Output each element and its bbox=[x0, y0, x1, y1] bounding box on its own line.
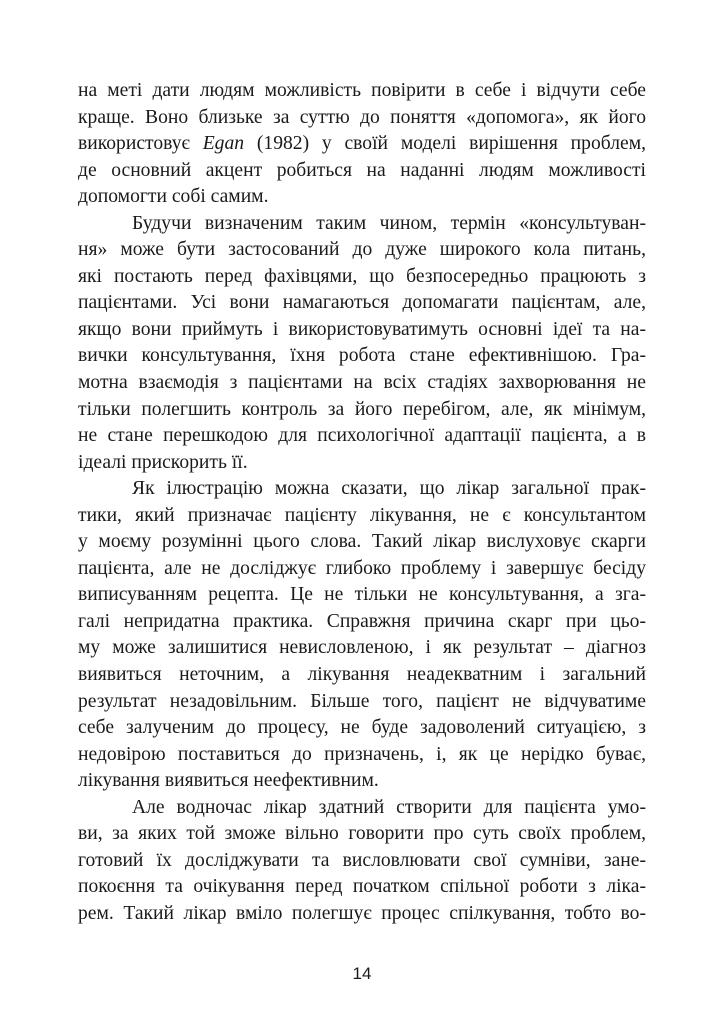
text-line: у моєму розумінні цього слова. Такий лікар вислуховує скарги bbox=[78, 531, 646, 553]
text-line: не стане перешкодою для психологічної адаптації пацієнта, а в bbox=[78, 425, 646, 447]
text-line: результат незадовільним. Більше того, пацієнт не відчуватиме bbox=[78, 690, 646, 712]
text-line: ня» може бути застосований до дуже широкого кола питань, bbox=[78, 239, 646, 261]
paragraph-4 bbox=[78, 795, 646, 928]
text-fragment: (1982) у своїй моделі вирішення проблем, bbox=[244, 133, 646, 155]
text-line: му може залишитися невисловленою, і як результат – діагноз bbox=[78, 637, 646, 659]
text-line bbox=[78, 131, 646, 158]
text-line: на меті дати людям можливість повірити в себе і відчути себе bbox=[78, 80, 646, 101]
body-text bbox=[78, 78, 646, 928]
text-line: тики, який призначає пацієнту лікування, не є консультантом bbox=[78, 504, 646, 526]
text-fragment: використовує bbox=[78, 133, 203, 155]
text-line: покоєння та очікування перед початком спільної роботи з ліка- bbox=[78, 876, 646, 898]
text-line: галі непридатна практика. Справжня причина скарг при цьо- bbox=[78, 610, 646, 632]
paragraph-2 bbox=[78, 211, 646, 476]
text-line: які постають перед фахівцями, що безпосередньо працюють з bbox=[78, 265, 646, 287]
text-line: лікування виявиться неефективним. bbox=[78, 770, 379, 792]
paragraph-3 bbox=[78, 476, 646, 795]
text-line: пацієнта, але не досліджує глибоко проблему і завершує бесіду bbox=[78, 557, 646, 579]
text-line: якщо вони приймуть і використовуватимуть основні ідеї та на- bbox=[78, 318, 646, 340]
paragraph-1 bbox=[78, 78, 646, 211]
author-name: Egan bbox=[202, 133, 245, 155]
text-line: пацієнтами. Усі вони намагаються допомагати пацієнтам, але, bbox=[78, 292, 646, 314]
text-line: ви, за яких той зможе вільно говорити про суть своїх проблем, bbox=[78, 823, 646, 845]
text-line: себе залученим до процесу, не буде задоволений ситуацією, з bbox=[78, 717, 646, 739]
text-line: недовірою поставиться до призначень, і, як це нерідко буває, bbox=[78, 743, 646, 765]
text-line: Але водночас лікар здатний створити для пацієнта умо- bbox=[132, 796, 646, 818]
text-line: мотна взаємодія з пацієнтами на всіх стадіях захворювання не bbox=[78, 372, 646, 394]
text-line: рем. Такий лікар вміло полегшує процес спілкування, тобто во- bbox=[78, 902, 646, 924]
text-line: де основний акцент робиться на наданні людям можливості bbox=[78, 159, 646, 181]
text-line: готовий їх досліджувати та висловлювати свої сумніви, зане- bbox=[78, 849, 646, 871]
text-line: краще. Воно близьке за суттю до поняття «допомога», як його bbox=[78, 106, 646, 128]
text-line: вички консультування, їхня робота стане ефективнішою. Гра- bbox=[78, 345, 646, 367]
text-line: ідеалі прискорить її. bbox=[78, 451, 248, 473]
text-line: Будучи визначеним таким чином, термін «консультуван- bbox=[132, 212, 646, 234]
page-number: 14 bbox=[352, 964, 372, 983]
text-line: виявиться неточним, а лікування неадекватним і загальний bbox=[78, 664, 646, 686]
text-line: Як ілюстрацію можна сказати, що лікар загальної прак- bbox=[132, 478, 646, 500]
text-line: виписуванням рецепта. Це не тільки не консультування, а зга- bbox=[78, 584, 646, 606]
text-line: тільки полегшить контроль за його перебігом, але, як мінімум, bbox=[78, 398, 646, 420]
text-line: допомогти собі самим. bbox=[78, 186, 269, 208]
